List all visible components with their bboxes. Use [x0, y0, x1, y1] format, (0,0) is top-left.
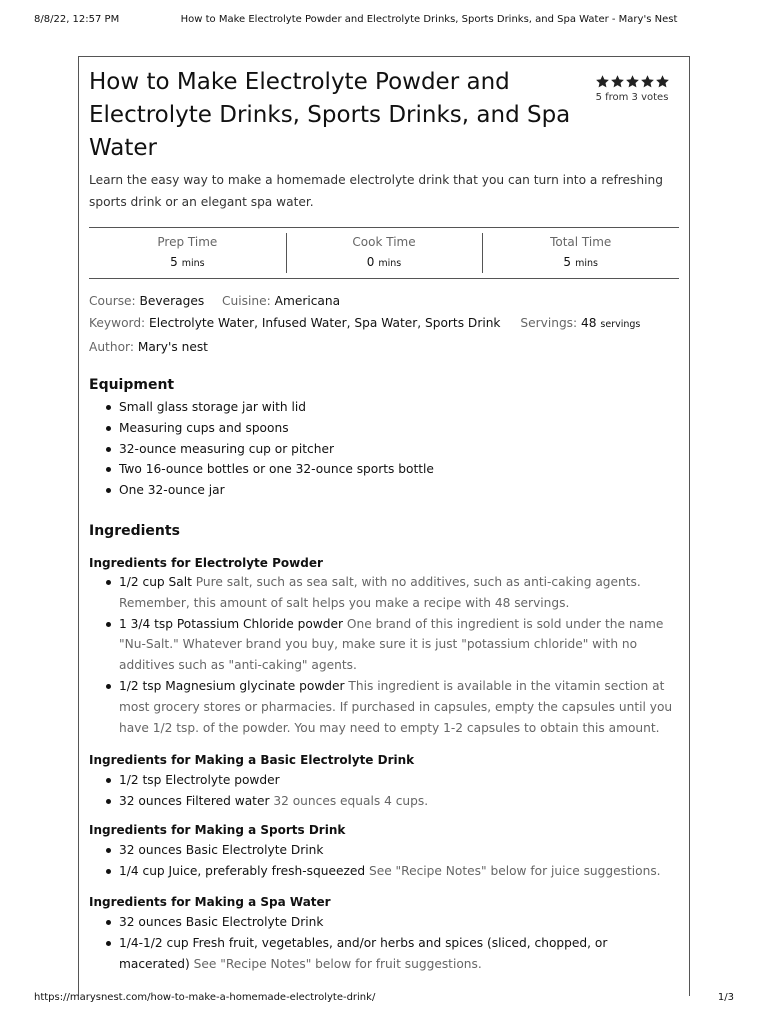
total-time-unit: mins [575, 258, 598, 269]
cook-time-label: Cook Time [352, 235, 416, 249]
ingredient-item [89, 840, 681, 861]
cook-time-value: 0 [366, 255, 375, 269]
page-url[interactable]: https://marysnest.com/how-to-make-a-homemade-electrolyte-drink/ [34, 992, 376, 1003]
servings-value[interactable]: 48 [581, 316, 597, 330]
ingredient-note: This ingredient is available in the vitamin section at most grocery stores or pharmacies. If purchased in capsules, empty the capsules until you have 1/2 tsp. of the powder. You may need to empty 1-2 capsules to obtain this amount. [119, 678, 673, 735]
equipment-list [89, 397, 681, 501]
rating-stars[interactable] [587, 74, 677, 89]
ingredient-group-title: Ingredients for Making a Sports Drink [89, 823, 346, 837]
ingredient-item [89, 912, 681, 933]
keyword-label: Keyword: [89, 316, 146, 330]
ingredient-list [89, 572, 681, 738]
ingredient-note: Pure salt, such as sea salt, with no additives, such as anti-caking agents. Remember, this amount of salt helps you make a recipe with 48 servings. [119, 575, 641, 610]
total-time-label: Total Time [550, 235, 612, 249]
ingredient-group-title: Ingredients for Electrolyte Powder [89, 556, 323, 570]
cook-time-unit: mins [378, 258, 402, 269]
ingredient-list [89, 840, 681, 882]
ingredient-text: 32 ounces Basic Electrolyte Drink [119, 843, 324, 857]
prep-time [89, 228, 286, 278]
ingredient-text: 32 ounces Basic Electrolyte Drink [119, 915, 324, 929]
print-header [34, 14, 734, 30]
ingredient-text: 1 3/4 tsp Potassium Chloride powder [119, 616, 344, 631]
cuisine-label: Cuisine: [222, 294, 271, 308]
author-value: Mary's nest [137, 340, 208, 354]
print-footer [34, 992, 734, 1006]
ingredient-group-title: Ingredients for Making a Basic Electrolyte Drink [89, 753, 415, 767]
recipe-summary: Learn the easy way to make a homemade electrolyte drink that you can turn into a refreshing sports drink or an elegant spa water. [89, 173, 663, 209]
star-icon[interactable] [640, 74, 655, 89]
recipe-times [89, 227, 679, 279]
total-time-value: 5 [563, 255, 572, 269]
ingredient-list [89, 770, 681, 812]
list-item: One 32-ounce jar [89, 480, 681, 501]
prep-time-unit: mins [181, 258, 205, 269]
star-icon[interactable] [595, 74, 610, 89]
ingredient-item [89, 770, 681, 791]
ingredient-text: 1/2 tsp Electrolyte powder [119, 773, 280, 787]
ingredient-item [89, 676, 681, 738]
ingredient-text: 1/2 cup Salt [119, 575, 192, 589]
star-icon[interactable] [610, 74, 625, 89]
list-item: Small glass storage jar with lid [89, 397, 681, 418]
ingredient-text: 1/4 cup Juice, preferably fresh-squeezed [119, 863, 366, 878]
ingredient-list [89, 912, 681, 974]
servings-label: Servings: [520, 316, 578, 330]
course-value: Beverages [139, 294, 205, 308]
recipe-meta [89, 290, 640, 358]
author-label: Author: [89, 340, 134, 354]
prep-time-value: 5 [170, 255, 178, 269]
star-icon[interactable] [655, 74, 670, 89]
ingredient-item [89, 933, 681, 975]
print-page-title: How to Make Electrolyte Powder and Electrolyte Drinks, Sports Drinks, and Spa Water - Mary's Nest [180, 14, 678, 25]
ingredient-item [89, 861, 681, 882]
equipment-heading: Equipment [89, 377, 175, 393]
print-datetime: 8/8/22, 12:57 PM [34, 14, 120, 25]
ingredient-item [89, 791, 681, 812]
ingredient-text: 1/2 tsp Magnesium glycinate powder [119, 678, 345, 693]
list-item: Measuring cups and spoons [89, 418, 681, 439]
ingredient-note: 32 ounces equals 4 cups. [273, 793, 429, 808]
list-item: Two 16-ounce bottles or one 32-ounce sports bottle [89, 459, 681, 480]
cook-time [286, 228, 483, 278]
star-icon[interactable] [625, 74, 640, 89]
ingredient-text: 32 ounces Filtered water [119, 793, 270, 808]
ingredient-note: See "Recipe Notes" below for fruit suggestions. [193, 956, 482, 971]
cuisine-value: Americana [274, 294, 341, 308]
ingredients-heading: Ingredients [89, 523, 180, 539]
keyword-value: Electrolyte Water, Infused Water, Spa Water, Sports Drink [149, 316, 501, 330]
recipe-card [78, 56, 690, 996]
ingredient-item [89, 614, 681, 676]
page-number: 1/3 [717, 992, 734, 1003]
ingredient-group-title: Ingredients for Making a Spa Water [89, 895, 331, 909]
rating-votes: 5 from 3 votes [595, 92, 669, 103]
prep-time-label: Prep Time [157, 235, 218, 249]
ingredient-note: See "Recipe Notes" below for juice suggestions. [368, 863, 661, 878]
ingredient-text: 1/4-1/2 cup Fresh fruit, vegetables, and/or herbs and spices (sliced, chopped, or macerated) [119, 935, 608, 971]
recipe-rating[interactable] [587, 74, 677, 103]
servings-unit: servings [600, 319, 641, 330]
total-time [482, 228, 679, 278]
ingredient-note: One brand of this ingredient is sold under the name "Nu-Salt." Whatever brand you buy, make sure it is just "potassium chloride" with no additives such as "anti-caking" agents. [119, 616, 664, 673]
recipe-title: How to Make Electrolyte Powder and Electrolyte Drinks, Sports Drinks, and Spa Water [89, 69, 571, 161]
ingredient-item [89, 572, 681, 614]
list-item: 32-ounce measuring cup or pitcher [89, 439, 681, 460]
course-label: Course: [89, 294, 136, 308]
